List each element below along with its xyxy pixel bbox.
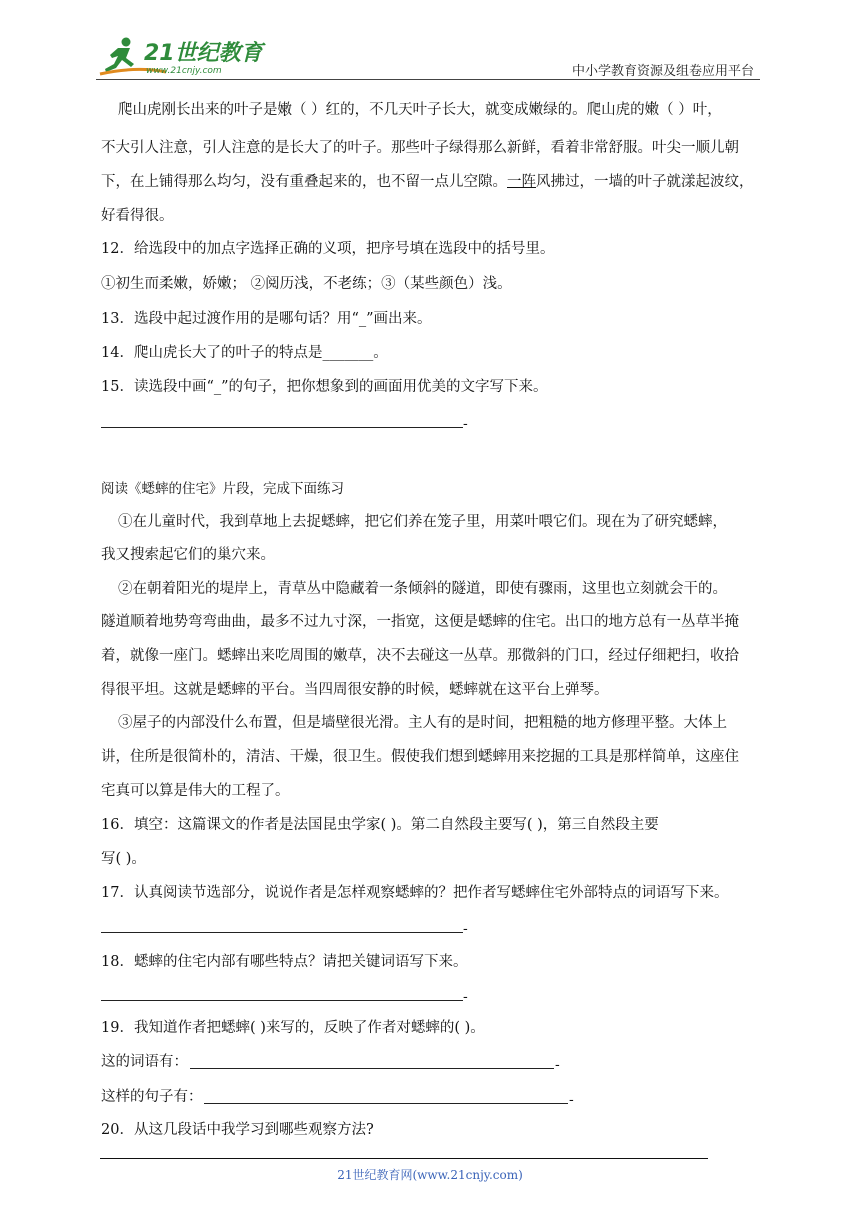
- answer-dash: -: [463, 921, 468, 937]
- passage2-p2-line2: 隧道顺着地势弯弯曲曲，最多不过九寸深，一指宽，这便是蟋蟀的住宅。出口的地方总有一丛草半掩: [101, 614, 739, 630]
- question-16-line1: 16．填空：这篇课文的作者是法国昆虫学家( )。第二自然段主要写( )，第三自然段主要: [101, 817, 659, 833]
- question-18: 18．蟋蟀的住宅内部有哪些特点？请把关键词语写下来。: [101, 954, 468, 970]
- answer-dash: -: [569, 1092, 574, 1108]
- answer-dash: -: [555, 1057, 560, 1073]
- question-16-line2: 写( )。: [101, 851, 146, 867]
- logo: [96, 36, 266, 78]
- footer-divider: [100, 1158, 708, 1159]
- passage2-intro: 阅读《蟋蟀的住宅》片段，完成下面练习: [101, 481, 344, 497]
- question-19: 19．我知道作者把蟋蟀( )来写的，反映了作者对蟋蟀的( )。: [101, 1020, 485, 1036]
- question-20: 20．从这几段话中我学习到哪些观察方法?: [101, 1122, 374, 1138]
- passage2-p3-line2: 讲，住所是很简朴的，清洁、干燥，很卫生。假使我们想到蟋蟀用来挖掘的工具是那样简单，这座住: [101, 749, 739, 765]
- question-12-options: ①初生而柔嫩，娇嫩； ②阅历浅，不老练；③（某些颜色）浅。: [101, 276, 512, 292]
- passage1-line3: 下，在上铺得那么均匀，没有重叠起来的，也不留一点儿空隙。一阵风拂过，一墙的叶子就漾起波纹，: [101, 174, 754, 190]
- passage2-p3-line3: 宅真可以算是伟大的工程了。: [101, 783, 290, 799]
- header-divider: [96, 79, 760, 80]
- platform-name: 中小学教育资源及组卷应用平台: [571, 64, 754, 79]
- question-19-sentences-label: 这样的句子有：: [101, 1089, 203, 1105]
- passage2-p1-line1: ①在儿童时代，我到草地上去捉蟋蟀，把它们养在笼子里，用菜叶喂它们。现在为了研究蟋蟀，: [118, 514, 727, 530]
- question-12: 12．给选段中的加点字选择正确的义项，把序号填在选段中的括号里。: [101, 241, 555, 257]
- question-19-words-label: 这的词语有：: [101, 1054, 188, 1070]
- question-15: 15．读选段中画“_”的句子，把你想象到的画面用优美的文字写下来。: [101, 379, 548, 395]
- answer-line-15[interactable]: [101, 427, 463, 428]
- answer-line-19-sentences[interactable]: [204, 1103, 568, 1104]
- answer-line-19-words[interactable]: [190, 1068, 554, 1069]
- logo-url: www.21cnjy.com: [146, 66, 222, 76]
- passage2-p2-line3: 着，就像一座门。蟋蟀出来吃周围的嫩草，决不去碰这一丛草。那微斜的门口，经过仔细耙扫，收拾: [101, 648, 739, 664]
- passage2-p1-line2: 我又搜索起它们的巢穴来。: [101, 547, 275, 563]
- question-17: 17．认真阅读节选部分，说说作者是怎样观察蟋蟀的？把作者写蟋蟀住宅外部特点的词语写下来。: [101, 885, 729, 901]
- passage1-line2: 不大引人注意，引人注意的是长大了的叶子。那些叶子绿得那么新鲜，看着非常舒服。叶尖一顺儿朝: [101, 140, 739, 156]
- passage2-p2-line4: 得很平坦。这就是蟋蟀的平台。当四周很安静的时候，蟋蟀就在这平台上弹琴。: [101, 682, 609, 698]
- runner-logo-icon: [96, 36, 266, 78]
- passage2-p3-line1: ③屋子的内部没什么布置，但是墙壁很光滑。主人有的是时间，把粗糙的地方修理平整。大体上: [118, 715, 727, 731]
- passage2-p2-line1: ②在朝着阳光的堤岸上，青草丛中隐藏着一条倾斜的隧道，即使有骤雨，这里也立刻就会干的。: [118, 581, 727, 597]
- answer-dash: -: [463, 989, 468, 1005]
- passage1-line1: 爬山虎刚长出来的叶子是嫩（ ）红的，不几天叶子长大，就变成嫩绿的。爬山虎的嫩（ ）叶，: [118, 102, 722, 118]
- answer-dash: -: [463, 416, 468, 432]
- logo-text: 21世纪教育: [144, 41, 263, 66]
- answer-line-18[interactable]: [101, 1000, 463, 1001]
- question-14: 14．爬山虎长大了的叶子的特点是_______。: [101, 345, 388, 361]
- answer-line-17[interactable]: [101, 932, 463, 933]
- passage1-line4: 好看得很。: [101, 208, 174, 224]
- question-13: 13．选段中起过渡作用的是哪句话？用“_”画出来。: [101, 311, 432, 327]
- footer-link[interactable]: 21世纪教育网(www.21cnjy.com): [337, 1168, 523, 1182]
